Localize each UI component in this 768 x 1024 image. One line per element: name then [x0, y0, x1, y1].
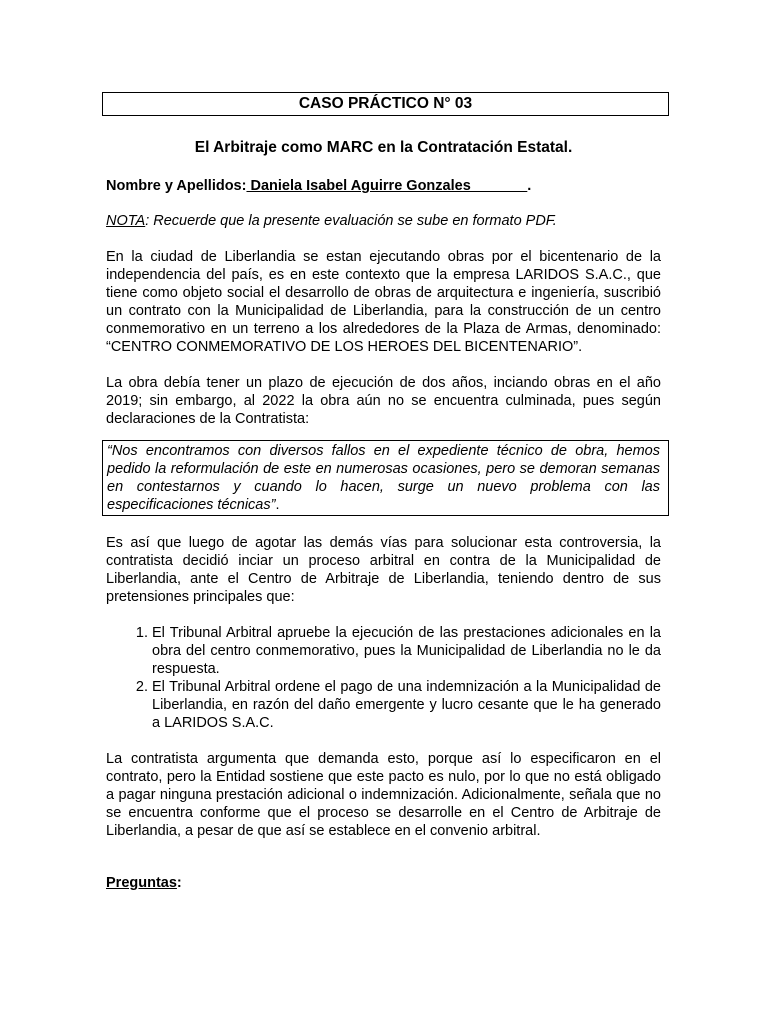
questions-heading [106, 874, 661, 892]
list-item: 2. El Tribunal Arbitral ordene el pago de una indemnización a la Municipalidad de Liberlandia, en razón del daño emergente y lucro cesante que le ha generado a LARIDOS S.A.C. [152, 678, 661, 732]
paragraph-delay: La obra debía tener un plazo de ejecución de dos años, inciando obras en el año 2019; sin embargo, al 2022 la obra aún no se encuentra culminada, pues según declaraciones de la Contratista: [106, 375, 661, 427]
name-value: Daniela Isabel Aguirre Gonzales_______ [246, 178, 528, 194]
note-paragraph [106, 212, 661, 230]
name-end: . [527, 178, 532, 194]
paragraph-arguments: La contratista argumenta que demanda esto, porque así lo especificaron en el contrato, pero la Entidad sostiene que este pacto es nulo, por lo que no está obligado a pagar ninguna prestación adicional o indemnización. Adicionalmente, señala que no se encuentra conforme que el proceso se desarrolle en el Centro de Arbitraje de Liberlandia, a pesar de que así se establece en el convenio arbitral. [106, 751, 661, 839]
student-name-line [106, 176, 661, 196]
quote-text: “Nos encontramos con diversos fallos en el expediente técnico de obra, hemos pedido la reformulación de este en numerosas ocasiones, pero se demoran semanas en contestarnos y cuando lo hacen, surge un nuevo problema con las especificaciones técnicas” [107, 443, 660, 513]
case-title: CASO PRÁCTICO N° 03 [298, 95, 473, 112]
paragraph-context: En la ciudad de Liberlandia se estan ejecutando obras por el bicentenario de la independencia del país, es en este contexto que la empresa LARIDOS S.A.C., que tiene como objeto social el desarrollo de obras de arquitectura e ingeniería, suscribió un contrato con la Municipalidad de Liberlandia, para la construcción de un centro conmemorativo en un terreno a los alrededores de la Plaza de Armas, denominado: “CENTRO CONMEMORATIVO DE LOS HEROES DEL BICENTENARIO”. [106, 249, 661, 355]
list-item: 1. El Tribunal Arbitral apruebe la ejecución de las prestaciones adicionales en la obra del centro conmemorativo, pues la Municipalidad de Liberlandia no le da respuesta. [152, 624, 661, 678]
questions-label: Preguntas [106, 875, 177, 891]
contractor-quote-box [102, 440, 669, 516]
case-title-box [102, 92, 669, 116]
note-label: NOTA [106, 213, 146, 229]
note-text: : Recuerde que la presente evaluación se sube en formato PDF. [145, 213, 557, 229]
contractor-quote [107, 442, 660, 514]
name-label: Nombre y Apellidos: [106, 178, 247, 194]
claims-list [106, 624, 661, 732]
quote-end: . [275, 497, 280, 513]
document-subtitle: El Arbitraje como MARC en la Contratación Estatal. [194, 139, 573, 156]
questions-colon: : [176, 875, 182, 891]
paragraph-arbitration: Es así que luego de agotar las demás vías para solucionar esta controversia, la contratista decidió inciar un proceso arbitral en contra de la Municipalidad de Liberlandia, ante el Centro de Arbitraje de Liberlandia, teniendo dentro de sus pretensiones principales que: [106, 535, 661, 605]
